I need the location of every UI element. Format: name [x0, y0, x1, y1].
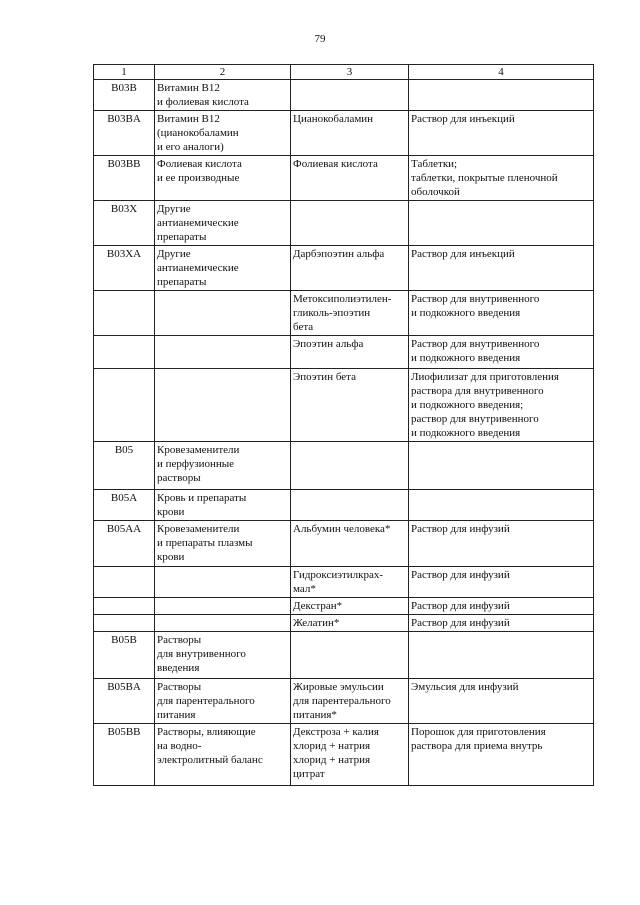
code-cell	[94, 336, 155, 369]
drug-cell: Альбумин человека*	[291, 521, 409, 567]
form-cell: Таблетки; таблетки, покрытые пленочной оболочкой	[409, 156, 594, 201]
code-cell: B05B	[94, 632, 155, 679]
table-row	[94, 246, 594, 291]
drug-cell	[291, 490, 409, 521]
code-cell: B03XA	[94, 246, 155, 291]
table-row	[94, 201, 594, 246]
form-cell: Раствор для инфузий	[409, 567, 594, 598]
drug-cell: Желатин*	[291, 615, 409, 632]
page-number: 79	[314, 33, 326, 45]
drug-cell: Декстроза + калия хлорид + натрия хлорид + натрия цитрат	[291, 724, 409, 786]
table-row	[94, 111, 594, 156]
code-cell: B05AA	[94, 521, 155, 567]
form-cell: Раствор для инфузий	[409, 521, 594, 567]
form-cell: Раствор для инфузий	[409, 615, 594, 632]
group-cell: Фолиевая кислота и ее производные	[155, 156, 291, 201]
form-cell: Лиофилизат для приготовления раствора для внутривенного и подкожного введения; раствор для внутривенного и подкожного введения	[409, 369, 594, 442]
table-row	[94, 369, 594, 442]
drug-cell	[291, 632, 409, 679]
form-cell: Раствор для внутривенного и подкожного введения	[409, 336, 594, 369]
form-cell: Раствор для инъекций	[409, 111, 594, 156]
code-cell: B03X	[94, 201, 155, 246]
drug-cell: Цианокобаламин	[291, 111, 409, 156]
form-cell: Раствор для инфузий	[409, 598, 594, 615]
table-row	[94, 567, 594, 598]
drug-cell: Дарбэпоэтин альфа	[291, 246, 409, 291]
code-cell: B03BB	[94, 156, 155, 201]
group-cell	[155, 598, 291, 615]
table-row	[94, 615, 594, 632]
table-row	[94, 80, 594, 111]
form-cell: Раствор для внутривенного и подкожного введения	[409, 291, 594, 336]
code-cell	[94, 567, 155, 598]
header-col-4: 4	[409, 65, 594, 80]
table-row	[94, 490, 594, 521]
code-cell: B05BB	[94, 724, 155, 786]
header-col-1: 1	[94, 65, 155, 80]
group-cell: Другие антианемические препараты	[155, 201, 291, 246]
drug-cell: Эпоэтин альфа	[291, 336, 409, 369]
group-cell: Кровезаменители и перфузионные растворы	[155, 442, 291, 490]
group-cell: Витамин В12 (цианокобаламин и его аналоги)	[155, 111, 291, 156]
table-row	[94, 156, 594, 201]
drug-cell	[291, 201, 409, 246]
code-cell	[94, 369, 155, 442]
group-cell: Растворы для парентерального питания	[155, 679, 291, 724]
drug-cell: Декстран*	[291, 598, 409, 615]
table-header-row	[94, 65, 594, 80]
group-cell: Растворы, влияющие на водно- электролитный баланс	[155, 724, 291, 786]
form-cell	[409, 490, 594, 521]
drug-cell	[291, 442, 409, 490]
group-cell: Кровезаменители и препараты плазмы крови	[155, 521, 291, 567]
drug-cell: Фолиевая кислота	[291, 156, 409, 201]
code-cell: B03B	[94, 80, 155, 111]
group-cell: Кровь и препараты крови	[155, 490, 291, 521]
drug-table	[93, 64, 594, 786]
group-cell: Другие антианемические препараты	[155, 246, 291, 291]
table-row	[94, 442, 594, 490]
drug-cell	[291, 80, 409, 111]
group-cell	[155, 615, 291, 632]
drug-cell: Эпоэтин бета	[291, 369, 409, 442]
form-cell	[409, 632, 594, 679]
group-cell: Витамин В12 и фолиевая кислота	[155, 80, 291, 111]
drug-cell: Метоксиполиэтилен- гликоль-эпоэтин бета	[291, 291, 409, 336]
group-cell: Растворы для внутривенного введения	[155, 632, 291, 679]
drug-cell: Жировые эмульсии для парентерального питания*	[291, 679, 409, 724]
code-cell: B05BA	[94, 679, 155, 724]
code-cell	[94, 598, 155, 615]
form-cell	[409, 442, 594, 490]
table-row	[94, 291, 594, 336]
table-row	[94, 336, 594, 369]
table-row	[94, 521, 594, 567]
table-row	[94, 679, 594, 724]
table-row	[94, 724, 594, 786]
form-cell	[409, 201, 594, 246]
code-cell	[94, 291, 155, 336]
header-col-2: 2	[155, 65, 291, 80]
code-cell	[94, 615, 155, 632]
drug-cell: Гидроксиэтилкрах- мал*	[291, 567, 409, 598]
table-row	[94, 632, 594, 679]
group-cell	[155, 567, 291, 598]
group-cell	[155, 369, 291, 442]
code-cell: B03BA	[94, 111, 155, 156]
group-cell	[155, 291, 291, 336]
form-cell: Порошок для приготовления раствора для приема внутрь	[409, 724, 594, 786]
code-cell: B05A	[94, 490, 155, 521]
group-cell	[155, 336, 291, 369]
header-col-3: 3	[291, 65, 409, 80]
table-row	[94, 598, 594, 615]
code-cell: B05	[94, 442, 155, 490]
form-cell	[409, 80, 594, 111]
form-cell: Раствор для инъекций	[409, 246, 594, 291]
form-cell: Эмульсия для инфузий	[409, 679, 594, 724]
